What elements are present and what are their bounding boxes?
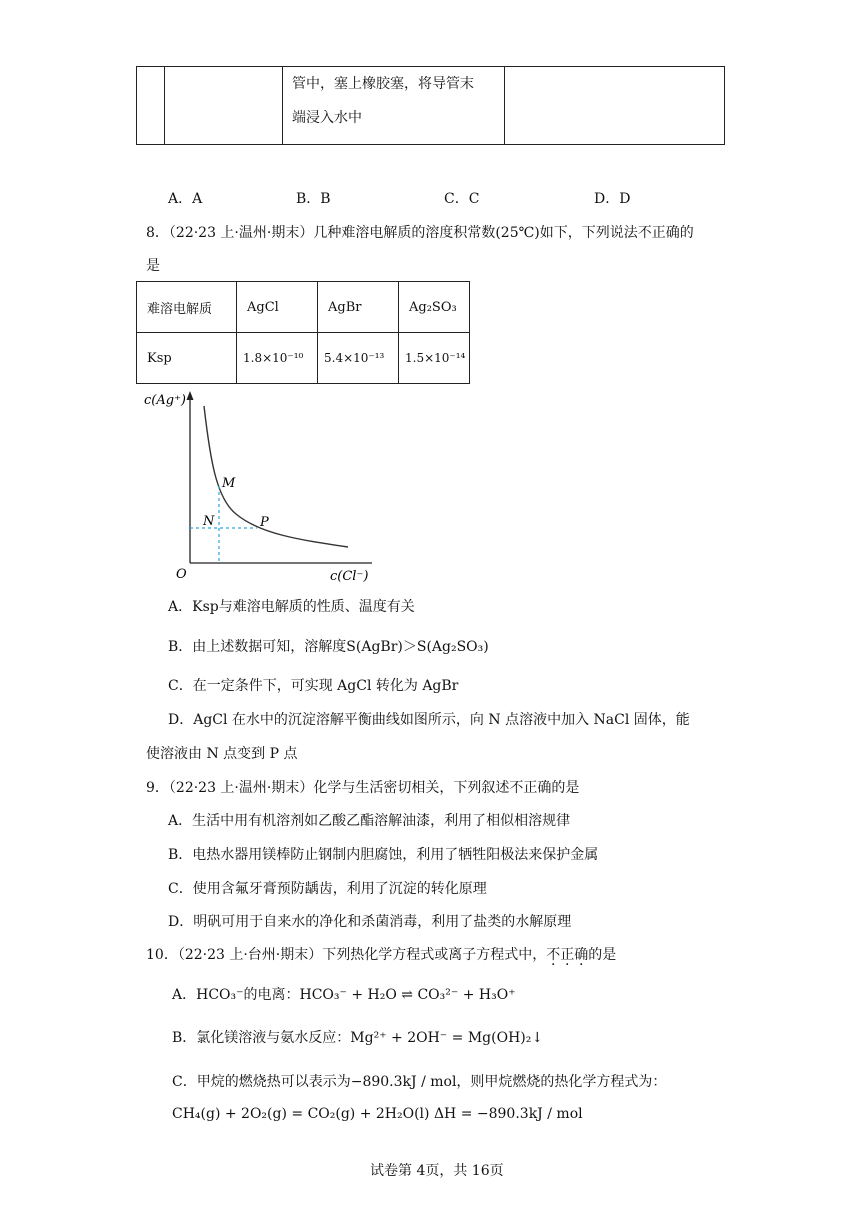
ksp-table — [136, 281, 470, 384]
solubility-curve-graph — [140, 388, 380, 586]
q8-option-b: B．由上述数据可知，溶解度S(AgBr)＞S(Ag₂SO₃) — [168, 639, 489, 655]
q9-option-a: A．生活中用有机溶剂如乙酸乙酯溶解油漆，利用了相似相溶规律 — [168, 813, 571, 829]
table-cell-empty — [137, 67, 165, 145]
point-p-label: P — [260, 515, 269, 530]
ksp-table-row-label: Ksp — [137, 333, 237, 384]
page-footer: 试卷第 4页，共 16页 — [370, 1163, 504, 1179]
ksp-table-header-agcl: AgCl — [237, 282, 318, 333]
ksp-table-header-label: 难溶电解质 — [137, 282, 237, 333]
y-axis-label: c(Ag⁺) — [144, 393, 186, 408]
origin-label: O — [176, 567, 187, 582]
point-m-label: M — [222, 476, 236, 491]
q8-option-d-line2: 使溶液由 N 点变到 P 点 — [146, 746, 298, 762]
q8-stem-line1: 8．（22·23 上·温州·期末）几种难溶电解质的溶度积常数(25℃)如下，下列说法不正确的 — [146, 225, 694, 241]
q10-emph-1: 不 — [546, 947, 561, 963]
x-axis-label: c(Cl⁻) — [330, 569, 369, 584]
point-n-label: N — [203, 514, 215, 529]
y-axis-arrow — [187, 391, 194, 400]
ksp-value-agcl: 1.8×10⁻¹⁰ — [237, 333, 318, 384]
q10-option-b: B．氯化镁溶液与氨水反应：Mg²⁺ + 2OH⁻ = Mg(OH)₂↓ — [172, 1030, 544, 1046]
q10-emph-3: 确 — [574, 947, 589, 963]
q10-stem-suffix: 的是 — [588, 947, 617, 963]
q10-stem — [146, 944, 616, 964]
q8-option-a: A．Ksp与难溶电解质的性质、温度有关 — [168, 599, 415, 615]
q7-option-a: A．A — [168, 191, 203, 207]
q8-option-d: D．AgCl 在水中的沉淀溶解平衡曲线如图所示，向 N 点溶液中加入 NaCl 固体，能 — [168, 712, 690, 728]
table-cell-empty — [165, 67, 283, 145]
q8-option-c: C．在一定条件下，可实现 AgCl 转化为 AgBr — [168, 678, 459, 694]
apparatus-table-fragment — [136, 66, 725, 145]
ksp-table-header-agbr: AgBr — [318, 282, 399, 333]
q10-emph-2: 正 — [560, 947, 575, 963]
q7-option-d: D．D — [594, 191, 631, 207]
table-cell-procedure — [283, 67, 505, 145]
q7-option-c: C．C — [444, 191, 480, 207]
q9-option-c: C．使用含氟牙膏预防龋齿，利用了沉淀的转化原理 — [168, 881, 487, 897]
table-cell-empty — [505, 67, 725, 145]
procedure-line-1: 管中，塞上橡胶塞，将导管末 — [292, 76, 474, 92]
ksp-value-agbr: 5.4×10⁻¹³ — [318, 333, 399, 384]
q10-stem-prefix: 10．（22·23 上·台州·期末）下列热化学方程式或离子方程式中， — [146, 947, 547, 963]
q7-option-b: B．B — [296, 191, 331, 207]
q9-stem: 9．（22·23 上·温州·期末）化学与生活密切相关，下列叙述不正确的是 — [146, 780, 580, 796]
procedure-line-2: 端浸入水中 — [292, 110, 362, 126]
q10-option-a: A．HCO₃⁻的电离：HCO₃⁻ + H₂O ⇌ CO₃²⁻ + H₃O⁺ — [172, 987, 516, 1003]
q10-option-c-equation: CH₄(g) + 2O₂(g) = CO₂(g) + 2H₂O(l) ΔH = −890.3kJ / mol — [172, 1106, 583, 1122]
q8-stem-line2: 是 — [146, 258, 160, 274]
q10-option-c: C．甲烷的燃烧热可以表示为−890.3kJ / mol，则甲烷燃烧的热化学方程式为： — [172, 1074, 667, 1090]
ksp-table-header-ag2so3: Ag₂SO₃ — [399, 282, 470, 333]
q9-option-d: D．明矾可用于自来水的净化和杀菌消毒，利用了盐类的水解原理 — [168, 914, 572, 930]
q9-option-b: B．电热水器用镁棒防止钢制内胆腐蚀，利用了牺牲阳极法来保护金属 — [168, 847, 599, 863]
ksp-value-ag2so3: 1.5×10⁻¹⁴ — [399, 333, 470, 384]
